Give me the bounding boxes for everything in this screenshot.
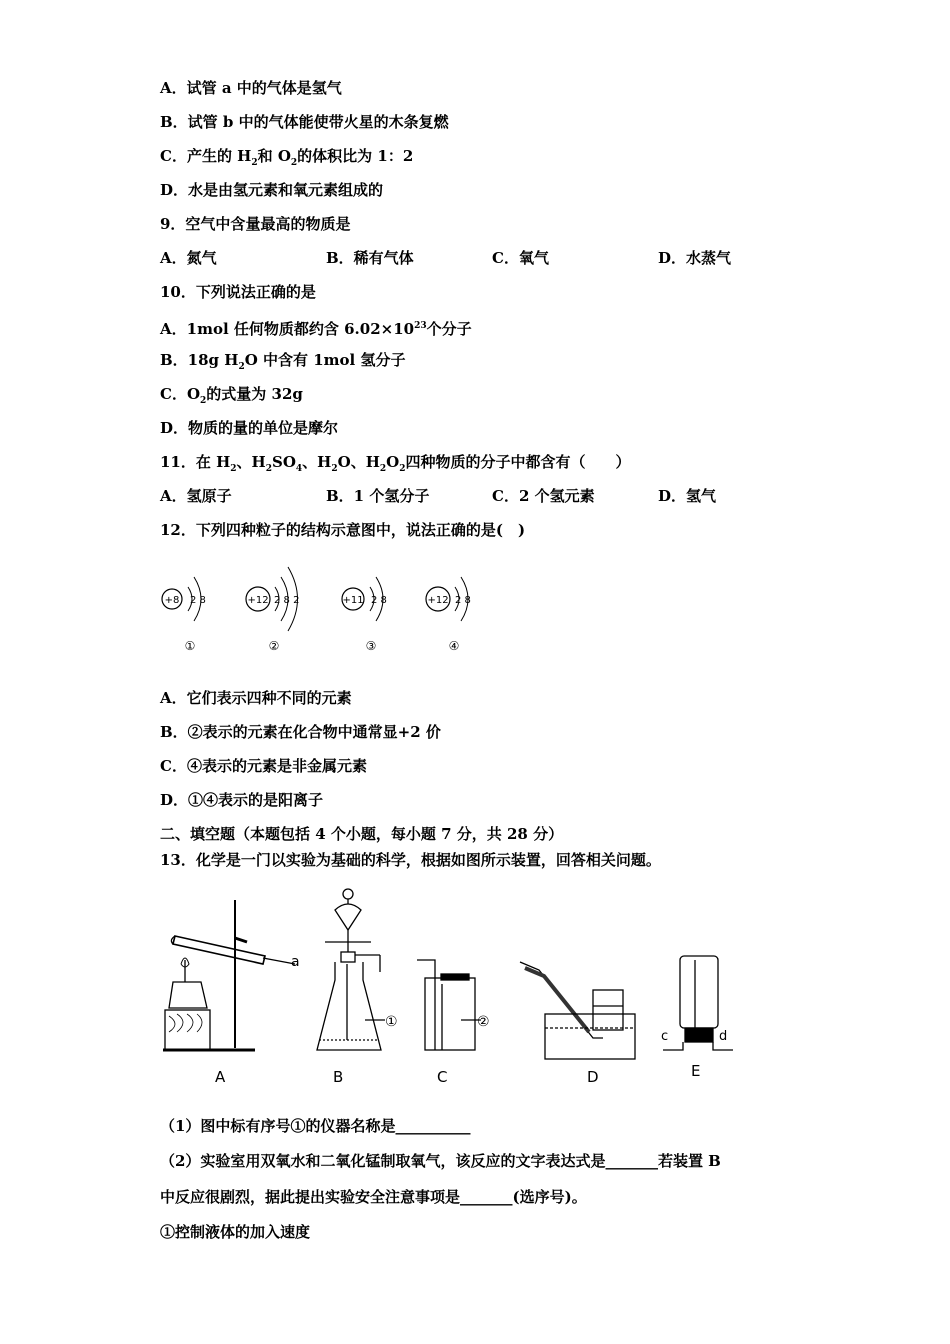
svg-text:E: E — [691, 1062, 701, 1080]
svg-text:2 8 2: 2 8 2 — [274, 595, 300, 606]
svg-text:2 8: 2 8 — [371, 595, 387, 606]
svg-text:①: ① — [184, 639, 196, 653]
svg-text:③: ③ — [365, 639, 377, 653]
q11-option-b: B．1 个氢分子 — [326, 487, 430, 505]
atom-structure-diagrams — [150, 555, 490, 665]
apparatus-A — [163, 900, 300, 1085]
svg-text:+11: +11 — [342, 595, 364, 606]
q11-option-d: D．氢气 — [658, 487, 717, 505]
svg-text:①: ① — [385, 1014, 398, 1030]
apparatus-C — [417, 960, 490, 1085]
lab-apparatus-diagram — [155, 880, 755, 1085]
q12-option-b: B．②表示的元素在化合物中通常显+2 价 — [160, 723, 441, 741]
svg-text:②: ② — [477, 1014, 490, 1030]
q13-sub1: （1）图中标有序号①的仪器名称是__________ — [160, 1117, 471, 1135]
q10-option-c: C．$O_2$的式量为 32g — [160, 385, 303, 406]
q13-option-1: ①控制液体的加入速度 — [160, 1223, 311, 1241]
atom-diagram-2 — [246, 567, 299, 653]
svg-text:②: ② — [268, 639, 280, 653]
q12-option-c: C．④表示的元素是非金属元素 — [160, 757, 367, 775]
q12-option-a: A．它们表示四种不同的元素 — [160, 689, 352, 707]
q9-options — [160, 248, 824, 268]
svg-text:④: ④ — [448, 639, 460, 653]
svg-text:2 8: 2 8 — [455, 595, 471, 606]
q8-option-b: B．试管 b 中的气体能使带火星的木条复燃 — [160, 113, 449, 131]
q11-options — [160, 486, 824, 506]
q12-stem: 12．下列四种粒子的结构示意图中，说法正确的是( ) — [160, 521, 526, 539]
svg-text:+12: +12 — [427, 595, 449, 606]
q8-option-d: D．水是由氢元素和氧元素组成的 — [160, 181, 384, 199]
q11-option-a: A．氢原子 — [160, 487, 232, 505]
q8-option-c: C．产生的 $H_2$和 $O_2$的体积比为 1：2 — [160, 147, 414, 168]
q9-stem: 9．空气中含量最高的物质是 — [160, 215, 351, 233]
q13-stem: 13．化学是一门以实验为基础的科学，根据如图所示装置，回答相关问题。 — [160, 851, 661, 869]
q12-option-d: D．①④表示的是阳离子 — [160, 791, 324, 809]
atom-diagram-4 — [426, 577, 471, 653]
svg-text:c: c — [661, 1029, 669, 1044]
q11-option-c: C．2 个氢元素 — [492, 487, 595, 505]
apparatus-E — [661, 956, 733, 1080]
q13-sub2-line1: （2）实验室用双氧水和二氧化锰制取氧气，该反应的文字表达式是_______若装置 B — [160, 1152, 721, 1170]
atom-diagram-3 — [342, 577, 387, 653]
q11-stem: 11．在 $H_2$、$H_2SO_4$、$H_2O$、$H_2O_2$四种物质的分子中都含有（ ） — [160, 453, 631, 474]
q9-option-c: C．氧气 — [492, 249, 549, 267]
q10-option-b: B．18g $H_2O$ 中含有 1mol 氢分子 — [160, 351, 406, 372]
svg-text:B: B — [333, 1068, 344, 1085]
q10-option-a: A．1mol 任何物质都约含 $6.02\times 10^{23}$个分子 — [160, 320, 472, 338]
svg-text:D: D — [587, 1068, 599, 1085]
svg-text:+12: +12 — [247, 595, 269, 606]
q13-sub2-line2: 中反应很剧烈，据此提出实验安全注意事项是_______(选序号)。 — [160, 1188, 587, 1206]
svg-text:2 8: 2 8 — [190, 595, 206, 606]
q9-option-d: D．水蒸气 — [658, 249, 732, 267]
svg-text:+8: +8 — [164, 595, 180, 606]
section-2-heading: 二、填空题（本题包括 4 个小题，每小题 7 分，共 28 分） — [160, 825, 564, 843]
svg-text:d: d — [719, 1029, 728, 1044]
q8-option-a: A．试管 a 中的气体是氢气 — [160, 79, 342, 97]
apparatus-D — [520, 962, 635, 1085]
q10-stem: 10．下列说法正确的是 — [160, 283, 316, 301]
q9-option-b: B．稀有气体 — [326, 249, 414, 267]
apparatus-B — [317, 889, 398, 1085]
atom-diagram-1 — [162, 577, 206, 653]
q10-option-d: D．物质的量的单位是摩尔 — [160, 419, 339, 437]
q9-option-a: A．氮气 — [160, 249, 217, 267]
svg-text:C: C — [437, 1068, 448, 1085]
svg-text:A: A — [215, 1068, 226, 1085]
svg-text:a: a — [291, 954, 300, 970]
